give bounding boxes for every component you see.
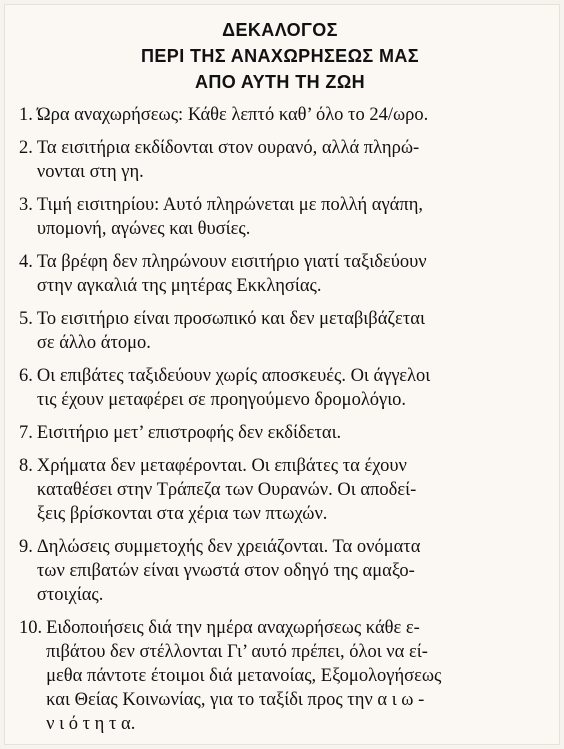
- list-item: [19, 421, 541, 445]
- item-text-line: Το εισιτήριο είναι προσωπικό και δεν μεταβιβάζεται: [36, 309, 425, 329]
- document-title: [19, 17, 541, 95]
- item-text: [37, 535, 541, 607]
- title-line-1: ΔΕΚΑΛΟΓΟΣ: [222, 20, 338, 40]
- list-item: [19, 193, 541, 241]
- list-item: [19, 364, 541, 412]
- item-text-line: των επιβατών είναι γνωστά στον οδηγό της αμαξο-: [36, 561, 415, 581]
- item-text: [37, 250, 541, 298]
- item-number: 9.: [19, 537, 33, 557]
- item-text: [37, 421, 541, 445]
- title-line-2: ΠΕΡΙ ΤΗΣ ΑΝΑΧΩΡΗΣΕΩΣ ΜΑΣ: [140, 46, 420, 66]
- item-text-line: Εισιτήριο μετ’ επιστροφής δεν εκδίδεται.: [36, 423, 342, 443]
- item-text-line: πιβάτου δεν στέλλονται Γι’ αυτό πρέπει, όλοι να εί-: [46, 642, 428, 662]
- rules-list: [19, 103, 541, 736]
- item-text-line: Τιμή εισιτηρίου: Αυτό πληρώνεται με πολλή αγάπη,: [36, 195, 423, 215]
- item-text-line: Ειδοποιήσεις διά την ημέρα αναχωρήσεως κάθε ε-: [46, 618, 420, 638]
- list-item: [19, 535, 541, 607]
- list-item: [19, 103, 541, 127]
- item-text-line: μεθα πάντοτε έτοιμοι διά μετανοίας, Εξομολογήσεως: [46, 666, 442, 686]
- list-item: [19, 454, 541, 526]
- item-text-line: ξεις βρίσκονται στα χέρια των πτωχών.: [36, 504, 328, 524]
- item-text: [37, 307, 541, 355]
- item-text-line: Τα βρέφη δεν πληρώνουν εισιτήριο γιατί ταξιδεύουν: [36, 252, 427, 272]
- list-item: [19, 307, 541, 355]
- item-text: [46, 616, 541, 736]
- item-text-line: καταθέσει στην Τράπεζα των Ουρανών. Οι αποδεί-: [36, 480, 417, 500]
- item-text-line: σε άλλο άτομο.: [36, 333, 151, 353]
- item-text-line: υπομονή, αγώνες και θυσίες.: [36, 219, 251, 239]
- item-text: [37, 103, 541, 127]
- item-number: 10.: [19, 618, 43, 638]
- item-number: 3.: [19, 195, 33, 215]
- item-text-line: στην αγκαλιά της μητέρας Εκκλησίας.: [36, 276, 322, 296]
- item-number: 2.: [19, 138, 33, 158]
- item-text-line: Χρήματα δεν μεταφέρονται. Οι επιβάτες τα έχουν: [36, 456, 407, 476]
- title-line-3: ΑΠΟ ΑΥΤΗ ΤΗ ΖΩΗ: [194, 72, 366, 92]
- item-text-line: Τα εισιτήρια εκδίδονται στον ουρανό, αλλά πληρώ-: [36, 138, 420, 158]
- decalogue-card: [4, 4, 560, 745]
- item-text-line: νονται στη γη.: [36, 162, 144, 182]
- item-number: 1.: [19, 105, 33, 125]
- item-text: [37, 364, 541, 412]
- item-number: 8.: [19, 456, 33, 476]
- item-text-line: Οι επιβάτες ταξιδεύουν χωρίς αποσκευές. Οι άγγελοι: [36, 366, 431, 386]
- item-text: [37, 193, 541, 241]
- item-text: [37, 136, 541, 184]
- item-number: 6.: [19, 366, 33, 386]
- item-text-line: και Θείας Κοινωνίας, για το ταξίδι προς την α ι ω -: [46, 690, 425, 710]
- list-item: [19, 250, 541, 298]
- list-item: [19, 616, 541, 736]
- list-item: [19, 136, 541, 184]
- item-text: [37, 454, 541, 526]
- item-text-line: Δηλώσεις συμμετοχής δεν χρειάζονται. Τα ονόματα: [36, 537, 421, 557]
- item-number: 5.: [19, 309, 33, 329]
- item-number: 4.: [19, 252, 33, 272]
- item-text-line: Ώρα αναχωρήσεως: Κάθε λεπτό καθ’ όλο το 24/ωρο.: [36, 105, 429, 125]
- item-text-line: στοιχίας.: [36, 585, 104, 605]
- item-text-line: ν ι ό τ η τ α.: [46, 714, 136, 734]
- item-number: 7.: [19, 423, 33, 443]
- item-text-line: τις έχουν μεταφέρει σε προηγούμενο δρομολόγιο.: [36, 390, 407, 410]
